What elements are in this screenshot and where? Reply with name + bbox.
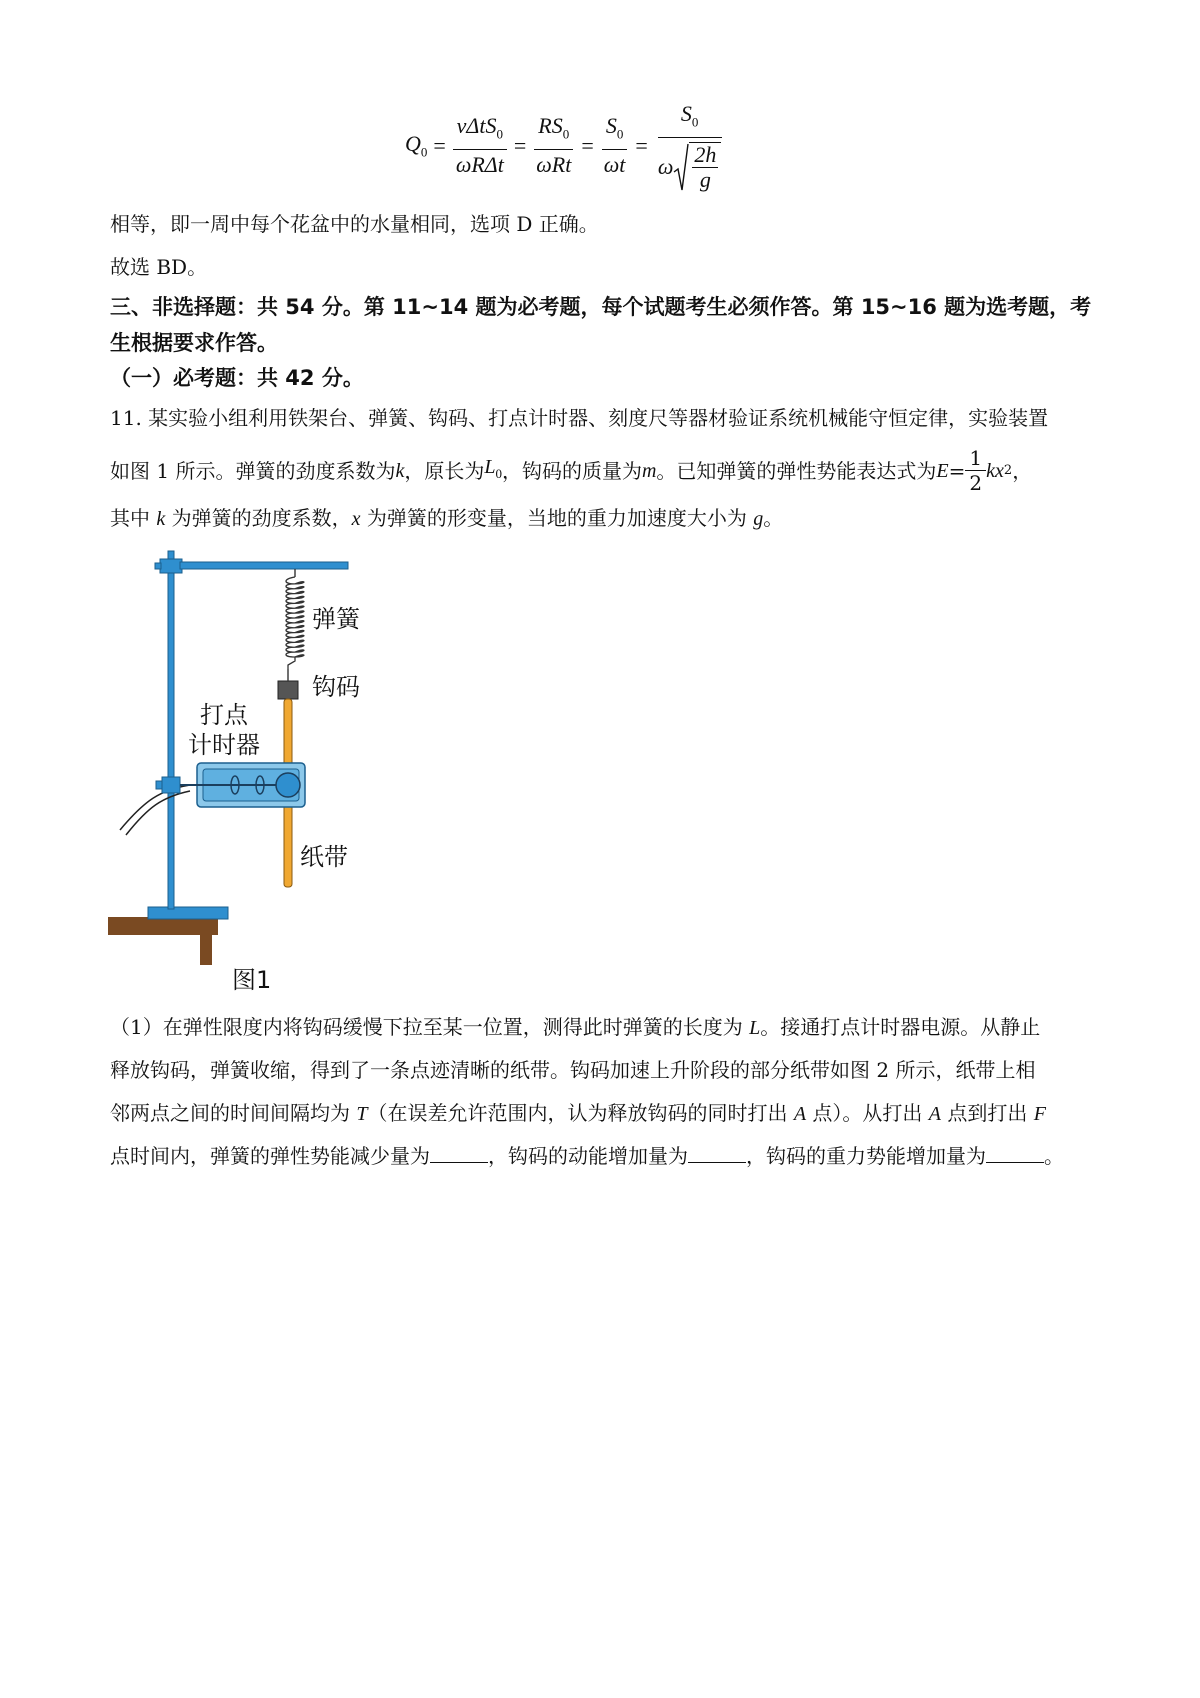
spring-coil-path xyxy=(286,577,304,669)
formula-frac-3: $\frac{S_0}{\omega t}$ xyxy=(603,112,626,178)
formula-eq-1: = xyxy=(433,132,446,158)
figure-caption: 图1 xyxy=(232,966,272,994)
formula xyxy=(405,98,725,193)
label-spring: 弹簧 xyxy=(312,605,360,633)
formula-frac-4: $S_0$ ω 2h g xyxy=(654,99,726,192)
stand-rod xyxy=(168,551,174,909)
part1-line-1: （1）在弹性限度内将钩码缓慢下拉至某一位置，测得此时弹簧的长度为 L。接通打点计时器电源。从静止 xyxy=(110,1015,1041,1039)
answer-blank-elastic[interactable] xyxy=(430,1142,488,1163)
stand-base xyxy=(148,907,228,919)
weight-block xyxy=(278,681,298,699)
sqrt-sign-icon xyxy=(673,142,689,192)
formula-lhs: $Q_0$ xyxy=(405,130,428,160)
formula-frac-2: $\frac{RS_0}{\text{ωRt}}$ xyxy=(536,112,572,178)
part1-line-4: 点时间内，弹簧的弹性势能减少量为 ，钩码的动能增加量为 ，钩码的重力势能增加量为 。 xyxy=(110,1144,1064,1168)
figure-1-apparatus xyxy=(100,545,400,1000)
formula-eq-2: = xyxy=(513,132,527,158)
q11-line-2: 如图 1 所示。弹簧的劲度系数为 k ，原长为 $L_0$ ，钩码的质量为 m 。已知弹簧的弹性势能表达式为 E = $\frac{1}{2}$ kx 2 ， xyxy=(110,446,1033,495)
table-leg xyxy=(200,935,212,965)
table-top xyxy=(108,917,218,935)
part1-line-2: 释放钩码，弹簧收缩，得到了一条点迹清晰的纸带。钩码加速上升阶段的部分纸带如图 2 所示，纸带上相 xyxy=(110,1058,1036,1082)
horizontal-arm xyxy=(180,562,348,569)
answer-blank-kinetic[interactable] xyxy=(688,1142,746,1163)
formula-eq-4: = xyxy=(635,132,648,158)
q11-line-3: 其中 k 为弹簧的劲度系数，x 为弹簧的形变量，当地的重力加速度大小为 g。 xyxy=(110,506,784,530)
label-tape: 纸带 xyxy=(300,843,348,871)
answer-blank-gravity[interactable] xyxy=(986,1142,1044,1163)
half-fraction: $\frac{1}{2}$ xyxy=(965,446,986,495)
label-timer-2: 计时器 xyxy=(188,731,260,759)
para-conclusion: 相等，即一周中每个花盆中的水量相同，选项 D 正确。 xyxy=(110,212,599,236)
spring-coils xyxy=(286,577,304,669)
label-timer-1: 打点 xyxy=(200,701,248,729)
formula-frac-1: $\frac{v\Delta tS_0}{\text{ωRΔt}}$ xyxy=(452,111,508,180)
para-answer: 故选 BD。 xyxy=(110,255,208,279)
subsection-heading: （一）必考题：共 42 分。 xyxy=(110,366,364,390)
formula-eq-3: = xyxy=(581,132,594,158)
section-heading: 三、非选择题：共 54 分。第 11~14 题为必考题，每个试题考生必须作答。第 15~16 题为选考题，考生根据要求作答。 xyxy=(110,295,1092,355)
top-clamp xyxy=(160,559,182,573)
part1-line-3: 邻两点之间的时间间隔均为 T（在误差允许范围内，认为释放钩码的同时打出 A 点）。从打出 A 点到打出 F xyxy=(110,1101,1046,1125)
q11-line-1: 11. 某实验小组利用铁架台、弹簧、钩码、打点计时器、刻度尺等器材验证系统机械能守恒定律，实验装置 xyxy=(110,406,1049,430)
label-weight: 钩码 xyxy=(312,673,360,701)
